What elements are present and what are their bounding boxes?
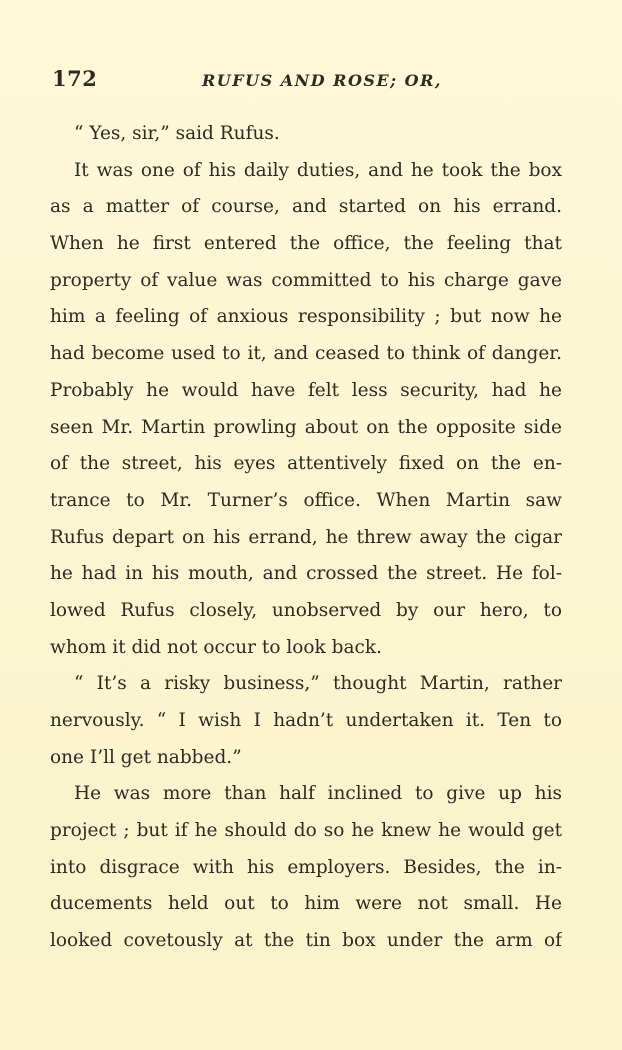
text-line: property of value was committed to his charge gave bbox=[50, 269, 562, 291]
text-line: looked covetously at the tin box under the arm of bbox=[50, 930, 562, 952]
page-header bbox=[52, 66, 562, 96]
text-line: as a matter of course, and started on his errand. bbox=[50, 196, 562, 218]
text-line: Rufus depart on his errand, he threw away the cigar bbox=[50, 526, 562, 548]
page-number: 172 bbox=[52, 66, 98, 91]
text-line: ducements held out to him were not small. He bbox=[50, 893, 562, 915]
text-line: he had in his mouth, and crossed the street. He fol- bbox=[50, 563, 562, 585]
text-line: project ; but if he should do so he knew he would get bbox=[50, 820, 562, 842]
text-line: trance to Mr. Turner’s office. When Martin saw bbox=[50, 489, 562, 511]
text-line: nervously. “ I wish I hadn’t undertaken it. Ten to bbox=[50, 710, 562, 731]
body-text bbox=[50, 116, 562, 960]
text-line: When he first entered the office, the feeling that bbox=[50, 233, 562, 255]
running-head: RUFUS AND ROSE; OR, bbox=[202, 71, 442, 90]
text-line: He was more than half inclined to give up his bbox=[74, 783, 562, 805]
text-line: one I’ll get nabbed.” bbox=[50, 746, 242, 768]
text-line: “ Yes, sir,” said Rufus. bbox=[74, 123, 280, 144]
text-line: seen Mr. Martin prowling about on the opposite side bbox=[50, 416, 562, 438]
text-line: him a feeling of anxious responsibility ; but now he bbox=[50, 306, 562, 328]
text-line: whom it did not occur to look back. bbox=[50, 636, 382, 658]
text-line: “ It’s a risky business,” thought Martin, rather bbox=[74, 673, 562, 695]
text-line: Probably he would have felt less security, had he bbox=[50, 379, 562, 401]
text-line: had become used to it, and ceased to think of danger. bbox=[50, 343, 562, 365]
text-line: lowed Rufus closely, unobserved by our hero, to bbox=[50, 599, 562, 621]
text-line: It was one of his daily duties, and he took the box bbox=[74, 159, 562, 181]
text-line: into disgrace with his employers. Besides, the in- bbox=[50, 856, 562, 878]
text-line: of the street, his eyes attentively fixed on the en- bbox=[50, 453, 562, 475]
